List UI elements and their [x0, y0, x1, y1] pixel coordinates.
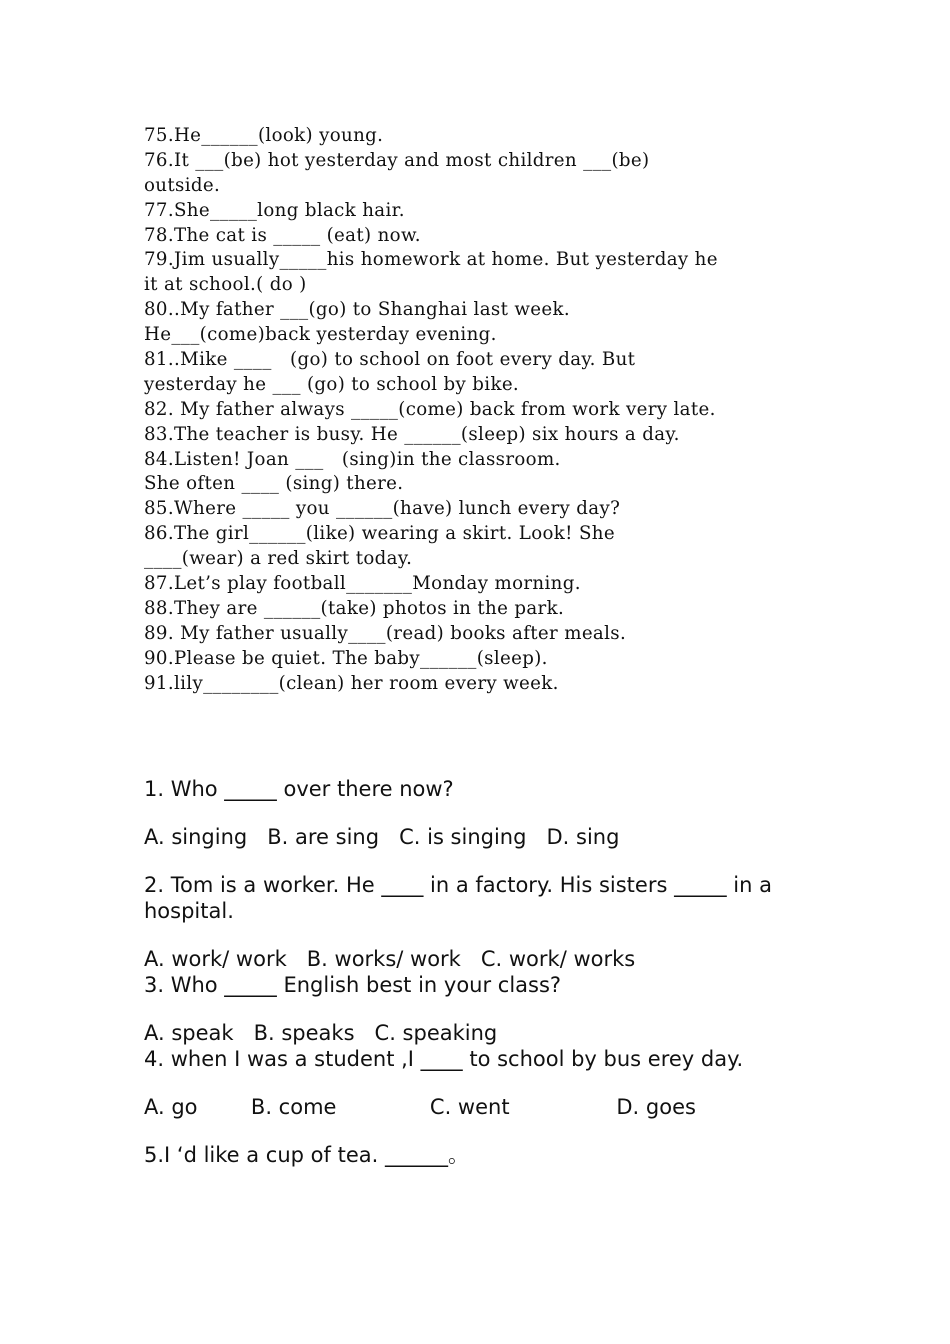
- exercise-line: 76.It ___(be) hot yesterday and most children ___(be): [144, 149, 650, 171]
- exercise-line: 77.She_____long black hair.: [144, 199, 405, 221]
- exercise-line: 82. My father always _____(come) back from work very late.: [144, 398, 716, 420]
- exercise-line: 85.Where _____ you ______(have) lunch every day?: [144, 498, 621, 520]
- exercise-line: yesterday he ___ (go) to school by bike.: [144, 373, 520, 395]
- exercise-line: outside.: [144, 174, 221, 196]
- question-4-options: A. go B. come C. went D. goes: [144, 1095, 696, 1119]
- multiple-choice-exercises: [144, 776, 814, 1168]
- exercise-line: 87.Let’s play football_______Monday morning.: [144, 573, 581, 595]
- exercise-line: She often ____ (sing) there.: [144, 473, 404, 495]
- exercise-line: ____(wear) a red skirt today.: [144, 548, 413, 570]
- exercise-line: 80..My father ___(go) to Shanghai last week.: [144, 299, 571, 321]
- question-5: 5.I ‘d like a cup of tea. ______。: [144, 1143, 469, 1167]
- question-4: 4. when I was a student ,I ____ to school by bus erey day.: [144, 1047, 744, 1071]
- exercise-line: 90.Please be quiet. The baby______(sleep).: [144, 647, 548, 669]
- exercise-line: He___(come)back yesterday evening.: [144, 324, 497, 346]
- question-3-options: A. speak B. speaks C. speaking: [144, 1021, 498, 1045]
- question-2: 2. Tom is a worker. He ____ in a factory. His sisters _____ in a hospital.: [144, 873, 772, 923]
- exercise-line: 79.Jim usually_____his homework at home. But yesterday he: [144, 249, 718, 271]
- question-2-options: A. work/ work B. works/ work C. work/ works: [144, 947, 636, 971]
- exercise-line: 81..Mike ____ (go) to school on foot every day. But: [144, 349, 636, 371]
- exercise-line: 91.lily________(clean) her room every week.: [144, 672, 559, 694]
- fill-in-exercises: [144, 124, 814, 696]
- exercise-line: 84.Listen! Joan ___ (sing)in the classroom.: [144, 448, 561, 470]
- question-1-options: A. singing B. are sing C. is singing D. sing: [144, 825, 620, 849]
- exercise-line: 78.The cat is _____ (eat) now.: [144, 224, 421, 246]
- exercise-line: 89. My father usually____(read) books after meals.: [144, 622, 627, 644]
- exercise-line: 88.They are ______(take) photos in the park.: [144, 597, 565, 619]
- exercise-line: 86.The girl______(like) wearing a skirt. Look! She: [144, 523, 615, 545]
- question-1: 1. Who _____ over there now?: [144, 777, 454, 801]
- exercise-line: it at school.( do ): [144, 274, 307, 296]
- question-3: 3. Who _____ English best in your class?: [144, 973, 562, 997]
- exercise-line: 83.The teacher is busy. He ______(sleep) six hours a day.: [144, 423, 680, 445]
- exercise-line: 75.He______(look) young.: [144, 125, 384, 146]
